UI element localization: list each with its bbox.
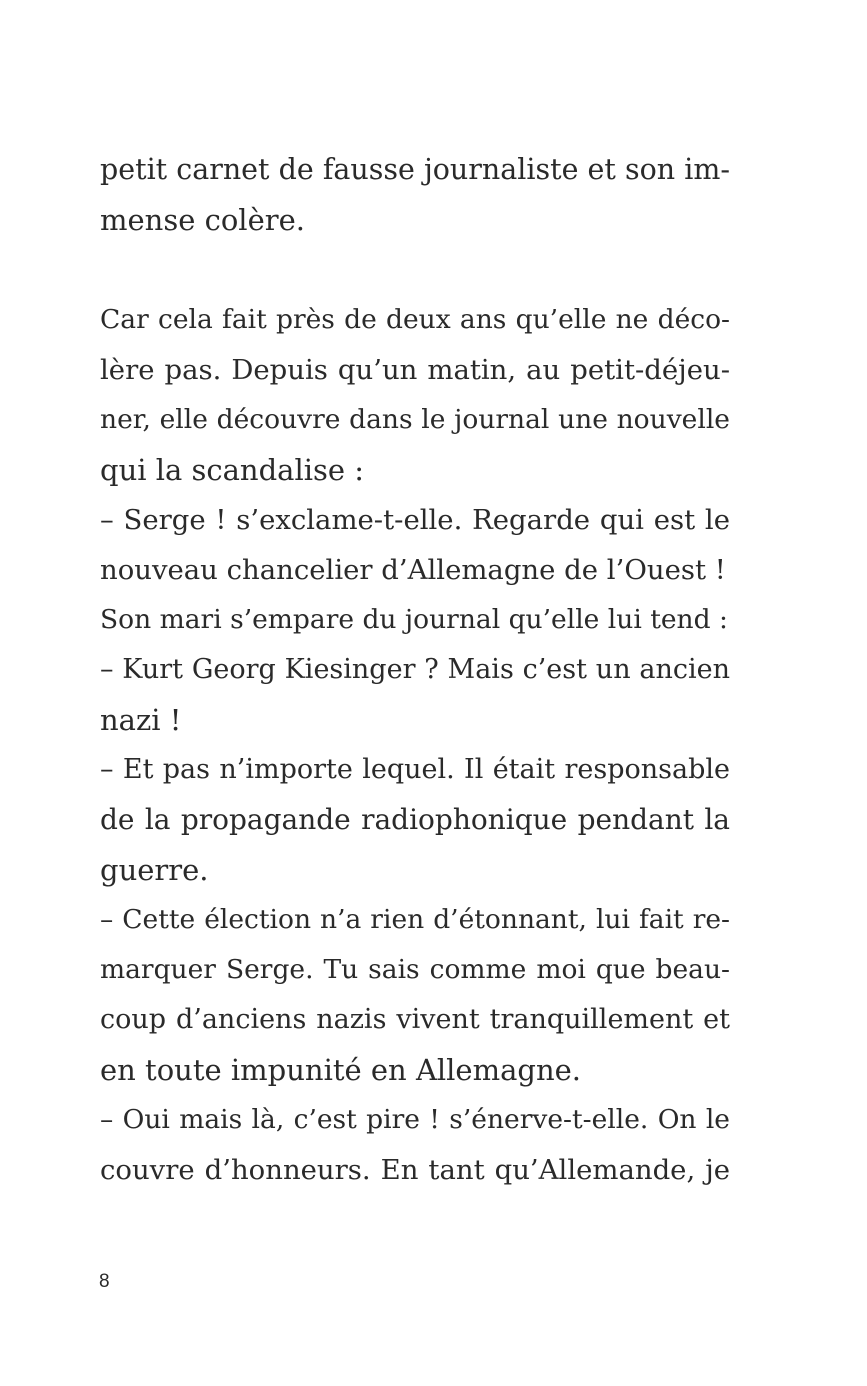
text-line: – Oui mais là, c’est pire ! s’énerve-t-elle. On le [100, 1104, 730, 1135]
text-line: Car cela fait près de deux ans qu’elle ne déco- [100, 304, 730, 335]
text-line: petit carnet de fausse journaliste et son im- [100, 153, 730, 186]
text-line: de la propagande radiophonique pendant la [100, 803, 730, 836]
text-line: Son mari s’empare du journal qu’elle lui tend : [100, 604, 728, 635]
text-line: – Kurt Georg Kiesinger ? Mais c’est un ancien [100, 654, 730, 685]
text-line: couvre d’honneurs. En tant qu’Allemande, je [100, 1154, 730, 1186]
text-line: ner, elle découvre dans le journal une nouvelle [100, 404, 730, 435]
text-line: coup d’anciens nazis vivent tranquillement et [100, 1004, 730, 1035]
body-text [100, 145, 730, 1195]
paragraph-gap [100, 245, 730, 295]
page-number: 8 [99, 1271, 110, 1292]
text-line: guerre. [100, 853, 209, 887]
text-line: nazi ! [100, 703, 182, 737]
text-line: – Cette élection n’a rien d’étonnant, lui fait re- [100, 904, 730, 935]
text-line: – Et pas n’importe lequel. Il était responsable [100, 754, 730, 785]
text-line: mense colère. [100, 203, 305, 237]
text-line: en toute impunité en Allemagne. [100, 1053, 582, 1087]
text-line: lère pas. Depuis qu’un matin, au petit-déjeu- [100, 354, 730, 386]
text-line: – Serge ! s’exclame-t-elle. Regarde qui est le [100, 504, 730, 536]
text-line: nouveau chancelier d’Allemagne de l’Ouest ! [100, 554, 726, 586]
text-line: qui la scandalise : [100, 453, 365, 487]
text-line: marquer Serge. Tu sais comme moi que beau- [100, 954, 730, 985]
